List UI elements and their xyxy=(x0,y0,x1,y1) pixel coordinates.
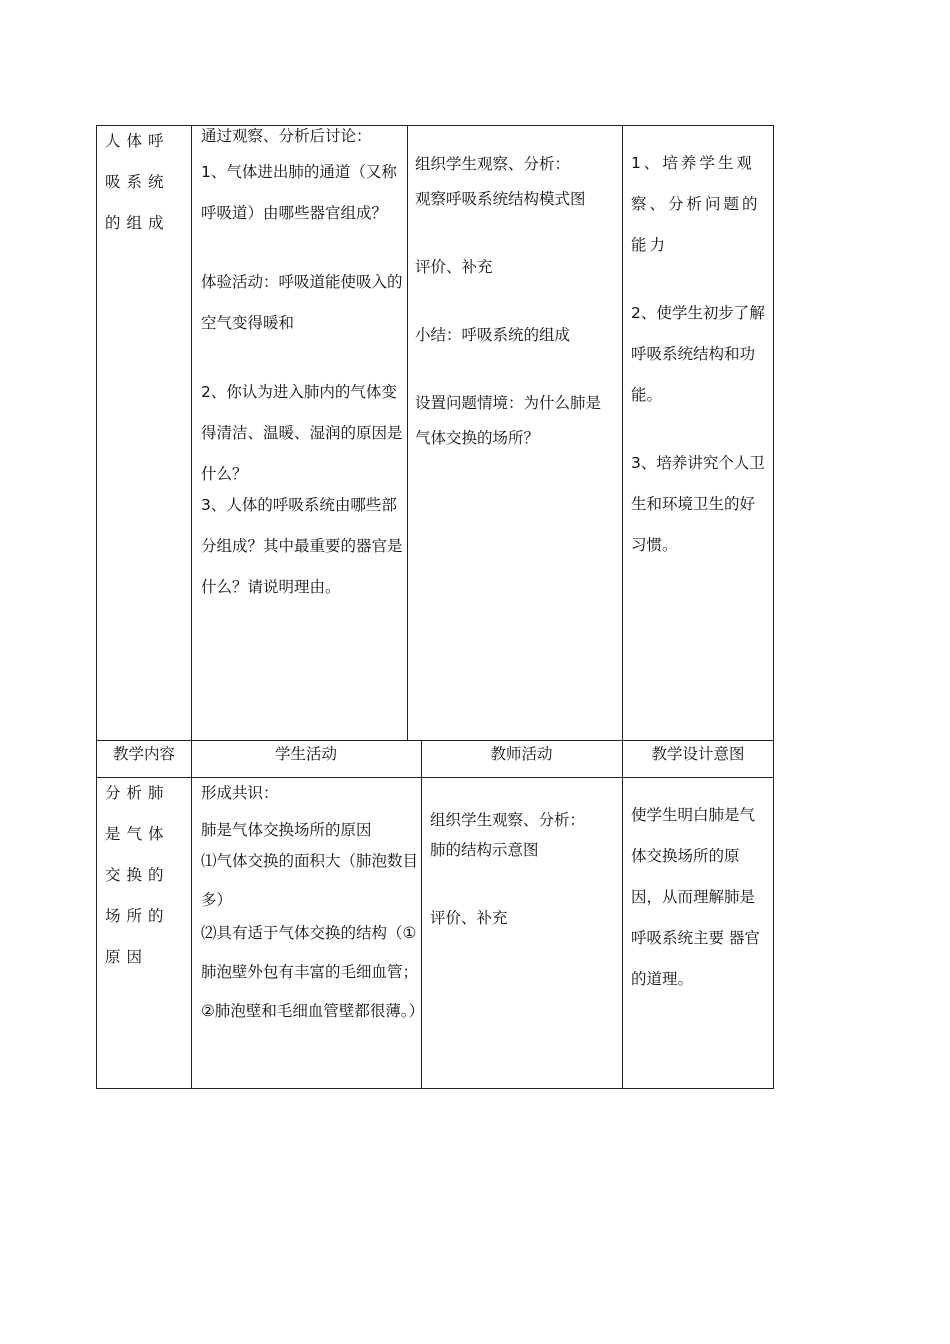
header-teacher-activity: 教师活动 xyxy=(490,745,553,763)
spacer xyxy=(201,234,403,262)
topic-text: 分析肺是气体交换的场所的原因 xyxy=(105,784,170,966)
header-divider xyxy=(97,777,773,778)
topic-cell xyxy=(105,121,189,244)
spacer xyxy=(201,344,403,372)
spacer xyxy=(415,353,615,386)
student-item-1: 形成共识： xyxy=(201,784,279,802)
column-divider xyxy=(622,126,623,740)
spacer xyxy=(415,217,615,250)
column-divider xyxy=(191,741,192,1088)
student-question-3: 3、人体的呼吸系统由哪些部分组成？其中最重要的器官是什么？请说明理由。 xyxy=(201,496,403,596)
student-activity-cell xyxy=(201,126,403,608)
column-divider xyxy=(191,126,192,740)
student-question-2: 2、你认为进入肺内的气体变得清洁、温暖、湿润的原因是什么？ xyxy=(201,383,403,483)
teacher-item-4: 小结：呼吸系统的组成 xyxy=(415,326,571,344)
spacer xyxy=(415,285,615,318)
teacher-item-2: 肺的结构示意图 xyxy=(430,841,539,859)
student-intro: 通过观察、分析后讨论： xyxy=(201,127,372,145)
column-divider xyxy=(421,741,422,1088)
header-student-activity: 学生活动 xyxy=(274,745,337,763)
spacer xyxy=(430,869,620,899)
spacer xyxy=(631,266,767,293)
teacher-activity-cell xyxy=(430,801,620,937)
student-item-3: ⑴气体交换的面积大（肺泡数目多） xyxy=(201,852,419,909)
teacher-item-1: 组织学生观察、分析： xyxy=(415,155,571,173)
spacer xyxy=(631,416,767,443)
topic-text: 人体呼吸系统的组成 xyxy=(105,132,170,232)
design-purpose-cell xyxy=(631,795,767,1000)
teacher-activity-cell xyxy=(415,147,615,456)
student-item-4: ⑵具有适于气体交换的结构（①肺泡壁外包有丰富的毛细血管；②肺泡壁和毛细血管壁都很薄。） xyxy=(201,924,425,1020)
teacher-item-3: 评价、补充 xyxy=(415,258,493,276)
purpose-item-1: 1、培养学生观察、分析问题的能力 xyxy=(631,154,761,254)
student-item-2: 肺是气体交换场所的原因 xyxy=(201,821,372,839)
header-teaching-content: 教学内容 xyxy=(112,745,175,763)
lesson-table-section-2 xyxy=(96,740,774,1089)
teacher-item-3: 评价、补充 xyxy=(430,909,508,927)
student-question-1: 1、气体进出肺的通道（又称呼吸道）由哪些器官组成？ xyxy=(201,163,397,222)
purpose-text: 使学生明白肺是气体交换场所的原因，从而理解肺是呼吸系统主要 器官的道理。 xyxy=(631,806,760,988)
column-divider xyxy=(622,741,623,1088)
header-design-purpose: 教学设计意图 xyxy=(651,745,745,763)
design-purpose-cell xyxy=(631,143,767,566)
student-experience-activity: 体验活动：呼吸道能使吸入的空气变得暖和 xyxy=(201,273,403,332)
purpose-item-2: 2、使学生初步了解呼吸系统结构和功能。 xyxy=(631,304,765,404)
purpose-item-3: 3、培养讲究个人卫生和环境卫生的好习惯。 xyxy=(631,454,765,554)
column-divider xyxy=(407,126,408,740)
lesson-table-section-1 xyxy=(96,125,774,740)
topic-cell xyxy=(105,773,189,978)
teacher-item-5: 设置问题情境：为什么肺是气体交换的场所？ xyxy=(415,394,602,447)
teacher-item-1: 组织学生观察、分析： xyxy=(430,811,586,829)
teacher-item-2: 观察呼吸系统结构模式图 xyxy=(415,190,586,208)
student-activity-cell xyxy=(201,781,425,1031)
